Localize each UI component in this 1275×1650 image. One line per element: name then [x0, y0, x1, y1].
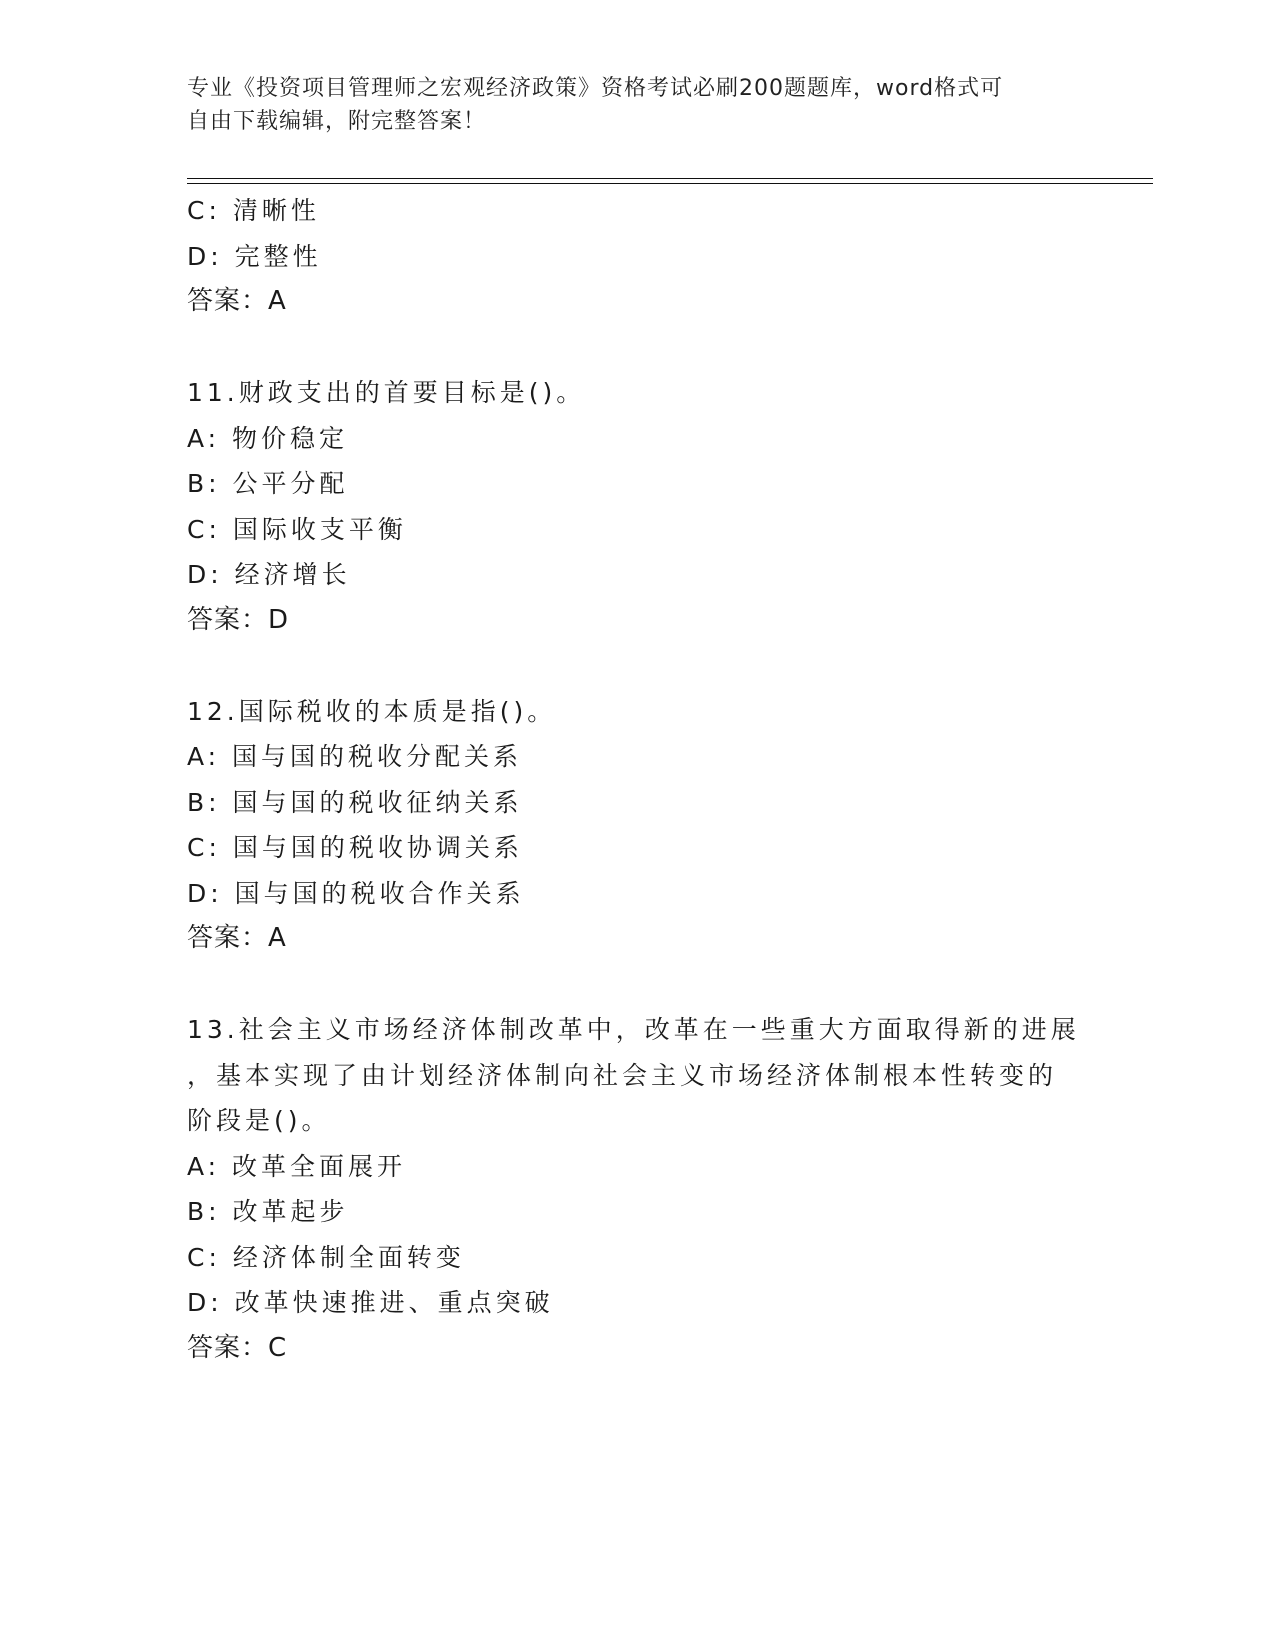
option-a: A: 改革全面展开 [187, 1151, 407, 1181]
option-d: D: 经济增长 [187, 560, 351, 589]
option-c: C: 经济体制全面转变 [187, 1242, 465, 1272]
question-text: 11.财政支出的首要目标是()。 [187, 378, 586, 407]
header-rule-bottom [187, 183, 1153, 184]
question-text-line-3: 阶段是()。 [187, 1106, 331, 1135]
option-d: D: 完整性 [187, 241, 322, 271]
spacer [187, 962, 1087, 1008]
option-b: B: 改革起步 [187, 1197, 349, 1226]
spacer [187, 325, 1087, 371]
option-d: D: 改革快速推进、重点突破 [187, 1288, 554, 1317]
answer-line: 答案：D [187, 604, 290, 635]
option-c: C: 国际收支平衡 [187, 514, 407, 544]
question-11 [187, 370, 1087, 643]
answer-line: 答案：A [187, 923, 287, 953]
answer-line: 答案：A [187, 286, 287, 316]
question-12 [187, 689, 1087, 962]
option-c: C: 国与国的税收协调关系 [187, 833, 523, 862]
option-d: D: 国与国的税收合作关系 [187, 878, 525, 908]
header-rule-top [187, 178, 1153, 179]
question-text-line-2: ，基本实现了由计划经济体制向社会主义市场经济体制根本性转变的 [187, 1060, 1058, 1090]
spacer [187, 643, 1087, 689]
question-list [187, 188, 1087, 1371]
question-13 [187, 1007, 1087, 1371]
question-text-line-1: 13.社会主义市场经济体制改革中，改革在一些重大方面取得新的进展 [187, 1015, 1080, 1044]
header-line-2: 自由下载编辑，附完整答案！ [187, 109, 487, 134]
option-c: C: 清晰性 [187, 196, 320, 225]
option-b: B: 公平分配 [187, 469, 349, 498]
question-text: 12.国际税收的本质是指()。 [187, 696, 557, 726]
header-line-1: 专业《投资项目管理师之宏观经济政策》资格考试必刷200题题库，word格式可 [187, 76, 1004, 101]
option-b: B: 国与国的税收征纳关系 [187, 787, 523, 817]
question-10-carryover [187, 188, 1087, 325]
document-header [187, 72, 1067, 138]
option-a: A: 物价稳定 [187, 423, 349, 453]
answer-line: 答案：C [187, 1332, 288, 1363]
option-a: A: 国与国的税收分配关系 [187, 742, 523, 771]
